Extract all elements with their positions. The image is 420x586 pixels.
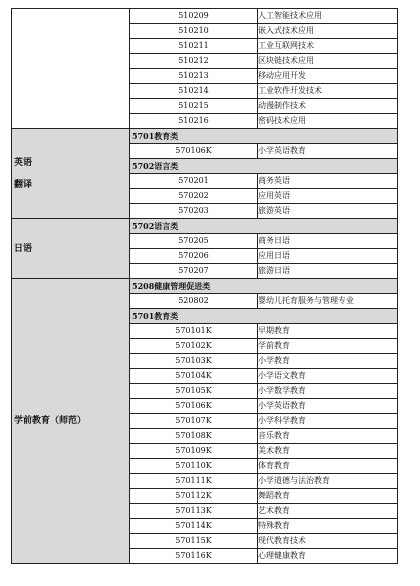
major-code: 570107K — [130, 414, 258, 429]
source-major-label: 英语 — [14, 157, 33, 168]
major-name: 应用日语 — [258, 249, 398, 264]
category-label: 5702语言类 — [130, 219, 398, 234]
source-major-label: 学前教育（师范） — [14, 416, 87, 426]
major-code: 570104K — [130, 369, 258, 384]
major-code: 570115K — [130, 534, 258, 549]
major-code: 570110K — [130, 459, 258, 474]
major-code: 570116K — [130, 549, 258, 564]
major-code: 570101K — [130, 324, 258, 339]
major-name: 小学英语教育 — [258, 144, 398, 159]
major-name: 商务英语 — [258, 174, 398, 189]
major-name: 工业软件开发技术 — [258, 84, 398, 99]
major-code: 570106K — [130, 399, 258, 414]
major-code: 510216 — [130, 114, 258, 129]
major-code: 520802 — [130, 294, 258, 309]
major-code: 510213 — [130, 69, 258, 84]
table-row — [12, 9, 398, 24]
major-code: 570108K — [130, 429, 258, 444]
major-code: 570206 — [130, 249, 258, 264]
major-name: 工业互联网技术 — [258, 39, 398, 54]
major-name: 应用英语 — [258, 189, 398, 204]
source-major-cell — [12, 129, 130, 219]
major-code: 570105K — [130, 384, 258, 399]
major-name: 小学科学教育 — [258, 414, 398, 429]
major-name: 音乐教育 — [258, 429, 398, 444]
major-code: 570102K — [130, 339, 258, 354]
major-name: 婴幼儿托育服务与管理专业 — [258, 294, 398, 309]
major-code: 570201 — [130, 174, 258, 189]
major-code: 510215 — [130, 99, 258, 114]
major-code: 570202 — [130, 189, 258, 204]
major-name: 体育教育 — [258, 459, 398, 474]
major-name: 现代教育技术 — [258, 534, 398, 549]
major-name: 美术教育 — [258, 444, 398, 459]
major-code: 570109K — [130, 444, 258, 459]
category-label: 5702语言类 — [130, 159, 398, 174]
category-label: 5701教育类 — [130, 129, 398, 144]
source-major-cell — [12, 219, 130, 279]
major-code: 510211 — [130, 39, 258, 54]
major-name: 人工智能技术应用 — [258, 9, 398, 24]
source-major-label: 翻译 — [14, 179, 33, 190]
major-code: 570205 — [130, 234, 258, 249]
major-code: 570113K — [130, 504, 258, 519]
major-code: 570111K — [130, 474, 258, 489]
major-code: 570114K — [130, 519, 258, 534]
source-major-cell — [12, 9, 130, 129]
category-row — [12, 219, 398, 234]
major-code: 510210 — [130, 24, 258, 39]
category-label: 5208健康管理促进类 — [130, 279, 398, 294]
major-name: 艺术教育 — [258, 504, 398, 519]
major-code: 510212 — [130, 54, 258, 69]
major-name: 舞蹈教育 — [258, 489, 398, 504]
major-name: 小学英语教育 — [258, 399, 398, 414]
major-name: 小学教育 — [258, 354, 398, 369]
major-code: 570106K — [130, 144, 258, 159]
major-name: 心理健康教育 — [258, 549, 398, 564]
major-name: 学前教育 — [258, 339, 398, 354]
major-name: 旅游日语 — [258, 264, 398, 279]
major-name: 特殊教育 — [258, 519, 398, 534]
major-name: 商务日语 — [258, 234, 398, 249]
major-code: 510214 — [130, 84, 258, 99]
major-name: 小学数学教育 — [258, 384, 398, 399]
category-row — [12, 279, 398, 294]
category-label: 5701教育类 — [130, 309, 398, 324]
category-row — [12, 129, 398, 144]
major-name: 早期教育 — [258, 324, 398, 339]
major-name: 小学道德与法治教育 — [258, 474, 398, 489]
table-body — [12, 9, 398, 564]
major-code: 570203 — [130, 204, 258, 219]
major-name: 区块链技术应用 — [258, 54, 398, 69]
major-name: 动漫制作技术 — [258, 99, 398, 114]
major-name: 小学语文教育 — [258, 369, 398, 384]
major-name: 密码技术应用 — [258, 114, 398, 129]
major-code: 570103K — [130, 354, 258, 369]
major-code: 570207 — [130, 264, 258, 279]
source-major-cell — [12, 279, 130, 564]
major-code: 510209 — [130, 9, 258, 24]
major-name: 旅游英语 — [258, 204, 398, 219]
major-name: 移动应用开发 — [258, 69, 398, 84]
major-name: 嵌入式技术应用 — [258, 24, 398, 39]
major-mapping-table — [11, 8, 398, 564]
major-code: 570112K — [130, 489, 258, 504]
source-major-label: 日语 — [14, 243, 33, 254]
